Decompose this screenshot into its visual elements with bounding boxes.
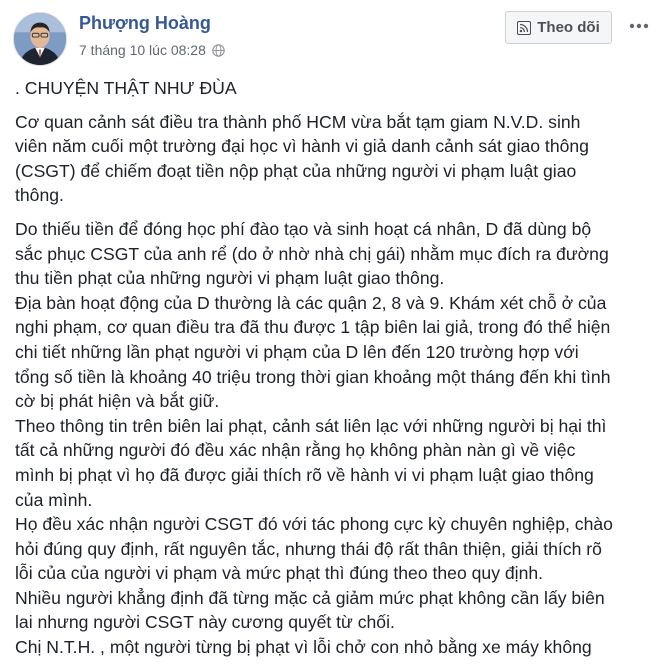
text-line: viên năm cuối một trường đại học vì hành vi giả danh cảnh sát giao thông <box>15 136 589 157</box>
text-line: Nhiều người khẳng định đã từng mặc cả giảm mức phạt không cần lấy biên <box>15 587 605 608</box>
follow-button[interactable] <box>505 11 612 44</box>
post-header <box>0 0 660 64</box>
text-line: Theo thông tin trên biên lai phạt, cảnh sát liên lạc với những người bị hại thì <box>15 415 607 436</box>
avatar-image <box>14 13 66 65</box>
text-line: mình bị phạt vì họ đã được giải thích rõ về hành vi vi phạm luật giao thông <box>15 464 594 485</box>
rss-icon <box>517 21 531 35</box>
text-line: (CSGT) để chiếm đoạt tiền nộp phạt của những người vi phạm luật giao <box>15 160 577 181</box>
author-avatar[interactable] <box>13 12 67 66</box>
globe-icon[interactable] <box>212 44 225 57</box>
more-options-button[interactable] <box>625 14 653 38</box>
text-line: lỗi của của người vi phạm và mức phạt thì đúng theo theo quy định. <box>15 563 544 584</box>
text-line: tổng số tiền là khoảng 40 triệu trong thời gian khoảng một tháng đến khi tình <box>15 366 611 387</box>
post-title: . CHUYỆN THẬT NHƯ ĐÙA <box>15 78 237 98</box>
paragraph-2 <box>15 217 645 660</box>
text-line: Chị N.T.H. , một người từng bị phạt vì lỗi chở con nhỏ bằng xe máy không <box>15 637 592 658</box>
text-line: cờ bị phát hiện và bắt giữ. <box>15 391 220 412</box>
paragraph-1 <box>15 110 645 208</box>
text-line: của mình. <box>15 489 93 510</box>
text-line: nghi phạm, cơ quan điều tra đã thu được 1 tập biên lai giả, trong đó thể hiện <box>15 317 611 338</box>
post-meta <box>79 42 225 58</box>
text-line: Do thiếu tiền để đóng học phí đào tạo và sinh hoạt cá nhân, D đã dùng bộ <box>15 218 592 239</box>
follow-label: Theo dõi <box>537 19 600 36</box>
text-line: chi tiết những lần phạt người vi phạm của D lên đến 120 trường hợp với <box>15 341 579 362</box>
text-line: Họ đều xác nhận người CSGT đó với tác phong cực kỳ chuyên nghiệp, chào <box>15 514 613 535</box>
text-line: tất cả những người đó đều xác nhận rằng họ không phàn nàn gì về việc <box>15 440 576 461</box>
text-line: hỏi đúng quy định, rất nguyên tắc, nhưng thái độ rất thân thiện, giải thích rõ <box>15 538 602 559</box>
text-line: Cơ quan cảnh sát điều tra thành phố HCM vừa bắt tạm giam N.V.D. sinh <box>15 111 581 132</box>
text-line: lai nhưng người CSGT này cương quyết từ chối. <box>15 612 395 633</box>
ellipsis-icon <box>629 23 649 29</box>
post-timestamp[interactable]: 7 tháng 10 lúc 08:28 <box>79 42 206 58</box>
text-line: sắc phục CSGT của anh rể (do ở nhờ nhà chị gái) nhằm mục đích ra đường <box>15 243 609 264</box>
author-name[interactable]: Phượng Hoàng <box>79 13 211 33</box>
text-line: thu tiền phạt của những người vi phạm luật giao thông. <box>15 268 445 289</box>
text-line: Địa bàn hoạt động của D thường là các quận 2, 8 và 9. Khám xét chỗ ở của <box>15 292 607 313</box>
post-body <box>15 76 645 660</box>
text-line: thông. <box>15 185 64 206</box>
